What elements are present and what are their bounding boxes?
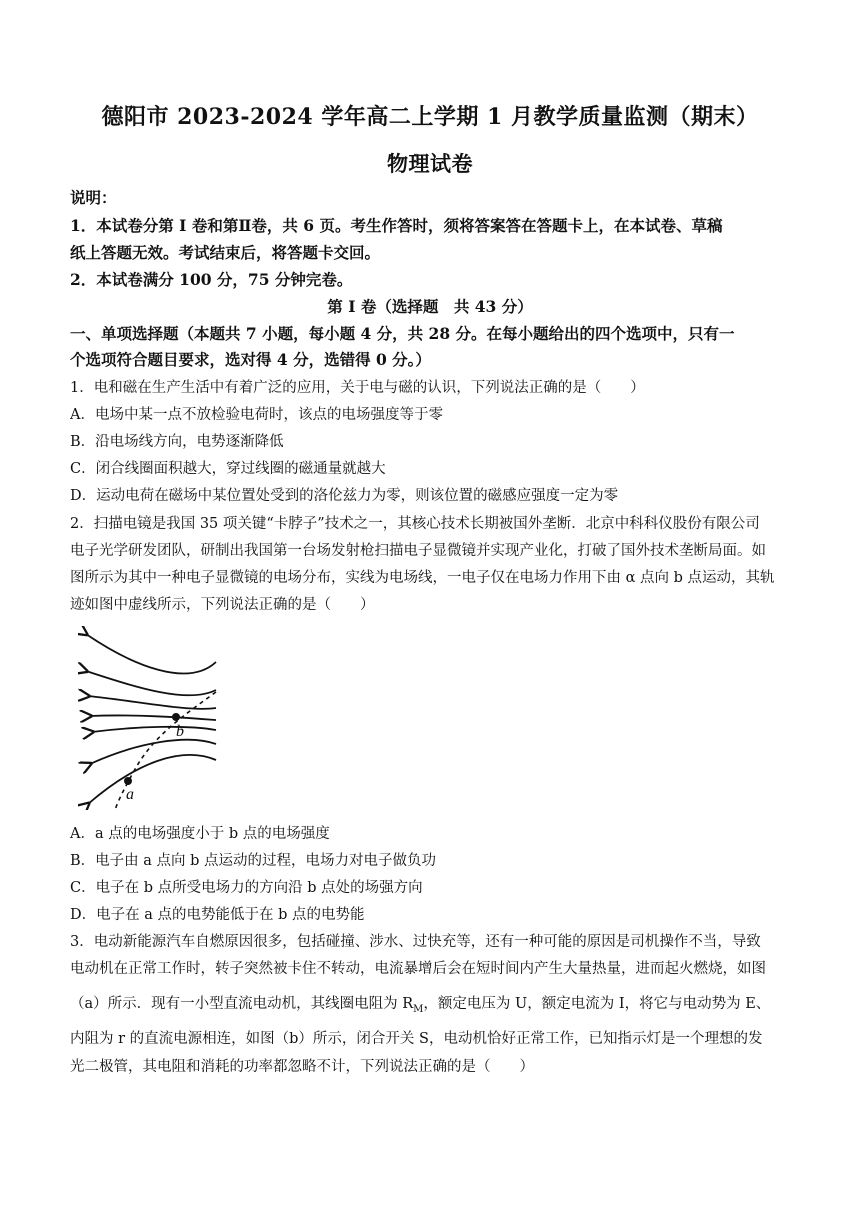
field-line-5 [92, 727, 216, 732]
field-line-7 [88, 755, 216, 804]
field-line-4 [90, 715, 216, 720]
q1-option-c: C．闭合线圈面积越大，穿过线圈的磁通量就越大 [70, 461, 386, 477]
note-2: 2．本试卷满分 100 分，75 分钟完卷。 [70, 270, 353, 289]
section-heading-line-1: 一、单项选择题（本题共 7 小题，每小题 4 分，共 28 分。在每小题给出的四个选项中，只有一 [70, 324, 735, 343]
q2-stem-line-2: 电子光学研发团队，研制出我国第一台场发射枪扫描电子显微镜并实现产业化，打破了国外技术垄断局面。如 [70, 543, 766, 559]
q3-line-3-end: ，额定电压为 U，额定电流为 I，将它与电动势为 E、 [423, 996, 771, 1012]
q2-stem-line-1: 2．扫描电镜是我国 35 项关键“卡脖子”技术之一，其核心技术长期被国外垄断．北京中科科仪股份有限公司 [70, 516, 760, 532]
part-title: 第 I 卷（选择题 共 43 分） [327, 297, 533, 316]
q3-stem-line-1: 3．电动新能源汽车自燃原因很多，包括碰撞、涉水、过快充等，还有一种可能的原因是司机操作不当，导致 [70, 934, 761, 950]
q2-stem-line-3: 图所示为其中一种电子显微镜的电场分布，实线为电场线，一电子仅在电场力作用下由 α 点向 b 点运动，其轨 [70, 570, 775, 586]
q3-stem-line-4: 内阻为 r 的直流电源相连，如图（b）所示，闭合开关 S，电动机恰好正常工作，已知指示灯是一个理想的发 [70, 1031, 763, 1047]
point-b-label: b [176, 723, 184, 740]
q2-option-b: B．电子由 a 点向 b 点运动的过程，电场力对电子做负功 [70, 853, 437, 869]
point-a-label: a [126, 786, 134, 803]
point-a-dot [124, 777, 132, 785]
exam-subtitle: 物理试卷 [387, 151, 473, 176]
note-1-line-1: 1．本试卷分第 I 卷和第Ⅱ卷，共 6 页。考生作答时，须将答案答在答题卡上，在本试卷、草稿 [70, 216, 723, 235]
q3-stem-line-2: 电动机在正常工作时，转子突然被卡住不转动，电流暴增后会在短时间内产生大量热量，进而起火燃烧，如图 [70, 961, 766, 977]
q2-option-d: D．电子在 a 点的电势能低于在 b 点的电势能 [70, 907, 365, 923]
q3-line-3-start: （a）所示．现有一小型直流电动机，其线圈电阻为 R [70, 996, 414, 1012]
field-line-1 [86, 634, 216, 673]
q2-option-c: C．电子在 b 点所受电场力的方向沿 b 点处的场强方向 [70, 880, 423, 896]
section-heading-line-2: 个选项符合题目要求，选对得 4 分，选错得 0 分。） [70, 350, 431, 369]
q3-stem-line-5: 光二极管，其电阻和消耗的功率都忽略不计，下列说法正确的是（ ） [70, 1059, 534, 1075]
q1-option-d: D．运动电荷在磁场中某位置处受到的洛伦兹力为零，则该位置的磁感应强度一定为零 [70, 488, 619, 504]
note-1-line-2: 纸上答题无效。考试结束后，将答题卡交回。 [70, 243, 381, 262]
point-b-dot [172, 713, 180, 721]
q3-stem-line-3 [70, 994, 800, 1020]
q1-stem: 1．电和磁在生产生活中有着广泛的应用，关于电与磁的认识，下列说法正确的是（ ） [70, 380, 645, 396]
q1-option-b: B．沿电场线方向，电势逐渐降低 [70, 434, 284, 450]
q1-option-a: A．电场中某一点不放检验电荷时，该点的电场强度等于零 [70, 407, 443, 423]
electric-field-figure [78, 626, 228, 810]
q2-stem-line-4: 迹如图中虚线所示，下列说法正确的是（ ） [70, 597, 375, 613]
resistance-subscript: M [413, 1003, 424, 1015]
notes-heading: 说明： [70, 188, 117, 207]
exam-title: 德阳市 2023-2024 学年高二上学期 1 月教学质量监测（期末） [101, 104, 759, 130]
q2-option-a: A．a 点的电场强度小于 b 点的电场强度 [70, 826, 330, 842]
field-line-2 [86, 671, 216, 695]
